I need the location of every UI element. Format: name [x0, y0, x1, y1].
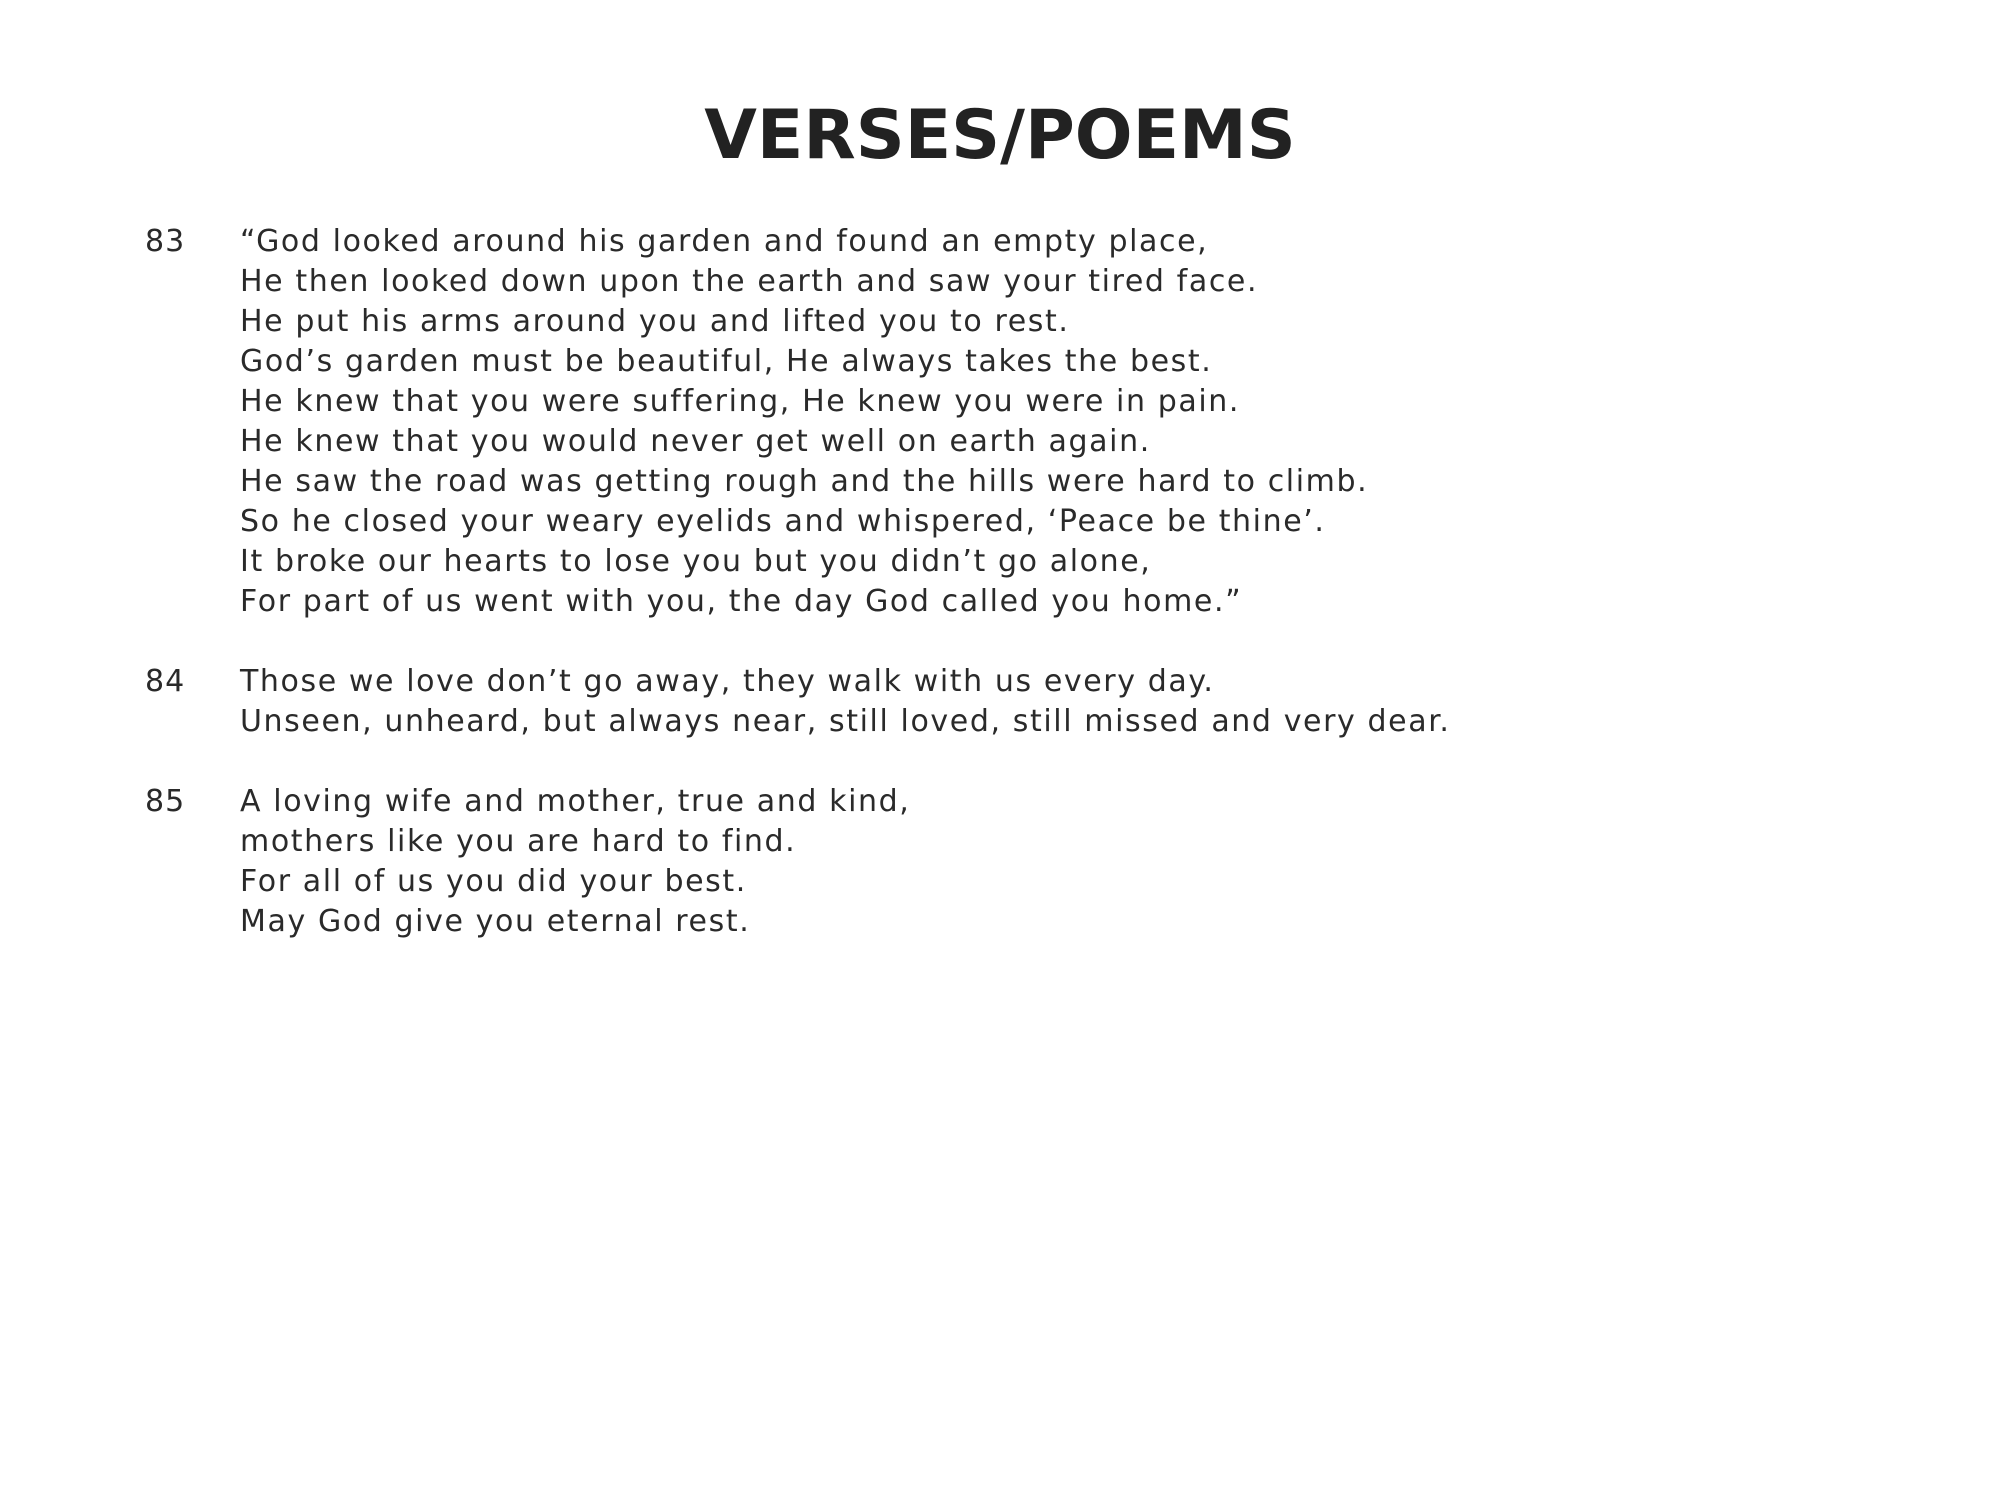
verse-line: It broke our hearts to lose you but you didn’t go alone,	[240, 544, 1152, 579]
verse-line: God’s garden must be beautiful, He always takes the best.	[240, 344, 1213, 379]
verse-text	[240, 222, 1945, 622]
verse-number: 84	[145, 664, 186, 699]
verse-line: For all of us you did your best.	[240, 864, 747, 899]
verse-text	[240, 782, 1945, 942]
verse-number: 83	[145, 224, 186, 259]
verse-line: May God give you eternal rest.	[240, 904, 751, 939]
verse-line: He saw the road was getting rough and the hills were hard to climb.	[240, 464, 1369, 499]
verse-line: He knew that you were suffering, He knew you were in pain.	[240, 384, 1241, 419]
verse-85	[145, 782, 1945, 942]
verse-83	[145, 222, 1945, 622]
verse-line: Those we love don’t go away, they walk with us every day.	[240, 664, 1215, 699]
verse-text	[240, 662, 1945, 742]
verse-line: So he closed your weary eyelids and whispered, ‘Peace be thine’.	[240, 504, 1326, 539]
verse-line: “God looked around his garden and found an empty place,	[240, 224, 1209, 259]
verse-84	[145, 662, 1945, 742]
page-title: VERSES/POEMS	[704, 95, 1296, 175]
verse-line: Unseen, unheard, but always near, still loved, still missed and very dear.	[240, 704, 1451, 739]
verse-list	[145, 222, 1945, 982]
verse-line: A loving wife and mother, true and kind,	[240, 784, 911, 819]
verse-number: 85	[145, 784, 186, 819]
verse-line: He put his arms around you and lifted you to rest.	[240, 304, 1070, 339]
verse-line: He then looked down upon the earth and saw your tired face.	[240, 264, 1259, 299]
verse-line: For part of us went with you, the day God called you home.”	[240, 584, 1243, 619]
verse-line: mothers like you are hard to find.	[240, 824, 797, 859]
verse-line: He knew that you would never get well on earth again.	[240, 424, 1151, 459]
